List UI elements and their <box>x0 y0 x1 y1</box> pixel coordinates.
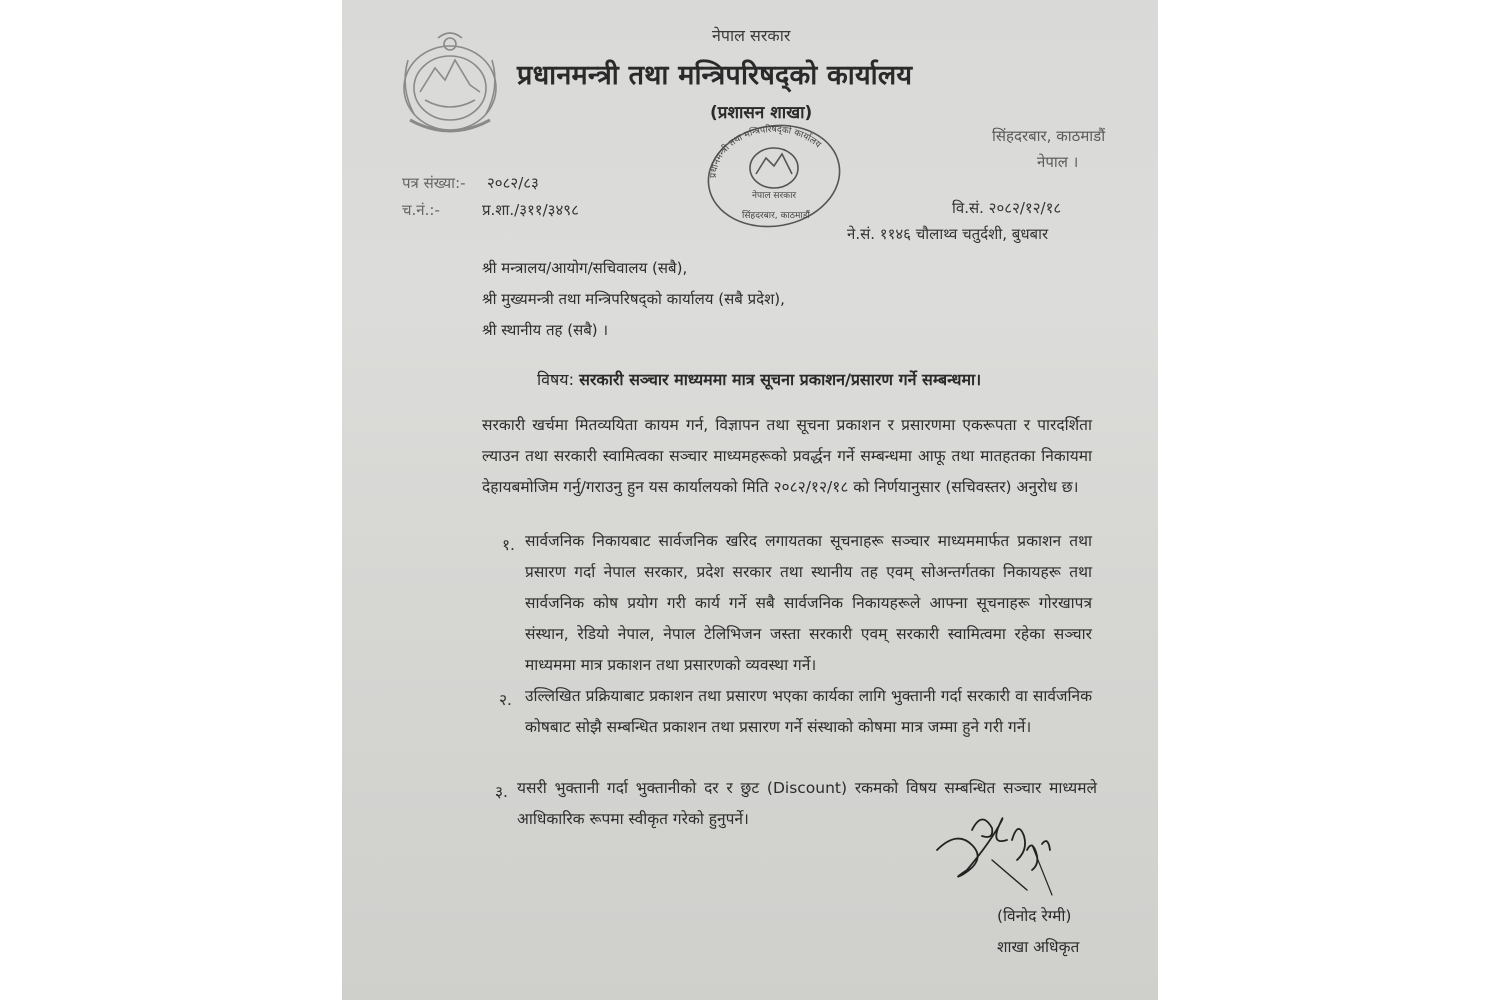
letter-number-value: २०८२/८३ <box>487 174 539 192</box>
letter-number-label: पत्र संख्या:- <box>402 174 466 192</box>
item-number: ३. <box>495 783 508 801</box>
subject-line <box>537 368 981 390</box>
handwritten-signature <box>932 800 1092 900</box>
item-text: यसरी भुक्तानी गर्दा भुक्तानीको दर र छुट (Discount) रकमको विषय सम्बन्धित सञ्चार माध्यमले आधिकारिक रूपमा स्वीकृत गरेको हुनुपर्ने। <box>517 779 1097 828</box>
date-nepal-sambat: ने.सं. ११४६ चौलाथ्व चतुर्दशी, बुधबार <box>847 225 1049 243</box>
letter-paper <box>342 0 1158 1000</box>
address-line-2: नेपाल । <box>1037 153 1079 171</box>
item-text: सार्वजनिक निकायबाट सार्वजनिक खरिद लगायतका सूचनाहरू सञ्चार माध्यममार्फत प्रकाशन तथा प्रसारण गर्दा नेपाल सरकार, प्रदेश सरकार तथा स्थानीय तह एवम् सोअन्तर्गतका निकायहरू तथा सार्वजनिक कोष प्रयोग गरी कार्य गर्ने सबै सार्वजनिक निकायहरूले आफ्ना सूचनाहरू गोरखापत्र संस्थान, रेडियो नेपाल, नेपाल टेलिभिजन जस्ता सरकारी एवम् सरकारी स्वामित्वमा रहेका सञ्चार माध्यममा मात्र प्रकाशन तथा प्रसारणको व्यवस्था गर्ने। <box>525 532 1092 674</box>
dispatch-number-label: च.नं.:- <box>402 201 440 219</box>
stamp-bottom-text: सिंहदरबार, काठमाडौं <box>742 211 810 221</box>
date-bikram-sambat: वि.सं. २०८२/१२/१८ <box>952 199 1062 217</box>
address-line-1: सिंहदरबार, काठमाडौं <box>992 127 1106 145</box>
subject-label: विषय: <box>537 370 574 389</box>
item-number: १. <box>502 536 515 554</box>
branch-name: (प्रशासन शाखा) <box>710 103 813 123</box>
subject-text: सरकारी सञ्चार माध्यममा मात्र सूचना प्रकाशन/प्रसारण गर्ने सम्बन्धमा। <box>579 370 982 389</box>
recipient-line: श्री स्थानीय तह (सबै) । <box>482 321 609 339</box>
signatory-title: शाखा अधिकृत <box>997 938 1080 956</box>
recipient-line: श्री मुख्यमन्त्री तथा मन्त्रिपरिषद्को कार्यालय (सबै प्रदेश), <box>482 290 785 308</box>
office-title: प्रधानमन्त्री तथा मन्त्रिपरिषद्को कार्यालय <box>517 60 913 91</box>
signatory-name: (विनोद रेग्मी) <box>997 907 1072 925</box>
recipient-line: श्री मन्त्रालय/आयोग/सचिवालय (सबै), <box>482 259 688 277</box>
body-paragraph: सरकारी खर्चमा मितव्ययिता कायम गर्न, विज्ञापन तथा सूचना प्रकाशन र प्रसारणमा एकरूपता र पारदर्शिता ल्याउन तथा सरकारी स्वामित्वका सञ्चार माध्यमहरूको प्रवर्द्धन गर्ने सम्बन्धमा आफू तथा मातहतका निकायमा देहायबमोजिम गर्नु/गराउनु हुन यस कार्यालयको मिति २०८२/१२/१८ को निर्णयानुसार (सचिवस्तर) अनुरोध छ। <box>482 416 1092 496</box>
dispatch-number-value: प्र.शा./३११/३४९८ <box>482 201 579 219</box>
item-text: उल्लिखित प्रक्रियाबाट प्रकाशन तथा प्रसारण भएका कार्यका लागि भुक्तानी गर्दा सरकारी वा सार्वजनिक कोषबाट सोझै सम्बन्धित प्रकाशन तथा प्रसारण गर्ने संस्थाको कोषमा मात्र जम्मा हुने गरी गर्ने। <box>525 687 1092 736</box>
stamp-arc-text: प्रधानमन्त्री तथा मन्त्रिपरिषद्को कार्यालय <box>708 124 823 179</box>
item-number: २. <box>499 691 512 709</box>
nepal-government-emblem <box>390 30 510 145</box>
stamp-center-text: नेपाल सरकार <box>752 191 797 201</box>
office-stamp <box>694 118 854 228</box>
government-name: नेपाल सरकार <box>712 26 791 45</box>
